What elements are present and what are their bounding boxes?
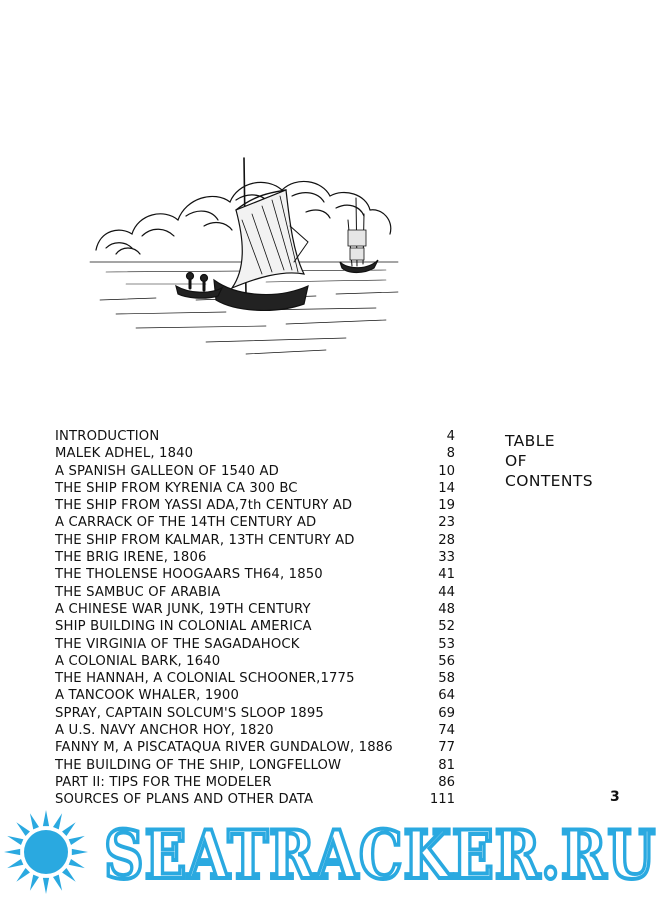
toc-entry-page: 69 (438, 705, 455, 721)
toc-entry (55, 601, 455, 618)
watermark-text: SEATRACKER.RU (104, 816, 656, 894)
toc-entry (55, 774, 455, 791)
toc-entry-title: MALEK ADHEL, 1840 (55, 446, 194, 462)
toc-entry-title: THE SHIP FROM KYRENIA CA 300 BC (55, 480, 298, 496)
toc-entry-title: INTRODUCTION (55, 429, 160, 444)
toc-entry-page: 86 (438, 774, 455, 790)
sun-ray (72, 849, 88, 855)
toc-entry-title: THE SHIP FROM YASSI ADA,7th CENTURY AD (55, 498, 353, 514)
sun-ray (7, 859, 23, 868)
toc-entry (55, 722, 455, 739)
toc-entry-title: THE SAMBUC OF ARABIA (55, 584, 221, 600)
toc-entry-title: SHIP BUILDING IN COLONIAL AMERICA (55, 619, 312, 635)
toc-entry-title: A SPANISH GALLEON OF 1540 AD (55, 463, 279, 479)
toc-entry-title: THE VIRGINIA OF THE SAGADAHOCK (55, 636, 300, 652)
sun-ray (30, 875, 39, 891)
toc-entry-title: THE BUILDING OF THE SHIP, LONGFELLOW (55, 757, 342, 773)
page-number: 3 (610, 789, 620, 805)
toc-entry-page: 111 (429, 792, 455, 808)
toc-entry (55, 584, 455, 601)
toc-entry-page: 48 (438, 601, 455, 617)
toc-entry-page: 41 (438, 567, 455, 583)
toc-entry-page: 74 (438, 723, 455, 739)
toc-entry (55, 480, 455, 497)
toc-heading (505, 431, 593, 491)
toc-entry-page: 8 (446, 446, 455, 462)
toc-entry (55, 670, 455, 687)
toc-entry (55, 445, 455, 462)
seatracker-watermark (0, 808, 668, 904)
toc-entry (55, 428, 455, 445)
toc-list (55, 428, 455, 809)
toc-entry-page: 33 (438, 550, 455, 566)
toc-entry (55, 653, 455, 670)
sun-icon (4, 810, 88, 894)
sun-ray (30, 813, 39, 829)
toc-entry (55, 549, 455, 566)
sun-ray (4, 849, 20, 855)
toc-entry (55, 757, 455, 774)
toc-entry-title: A U.S. NAVY ANCHOR HOY, 1820 (55, 723, 274, 739)
toc-entry-page: 77 (438, 740, 455, 756)
toc-entry-page: 10 (438, 463, 455, 479)
sun-ray (7, 836, 23, 845)
toc-entry (55, 532, 455, 549)
toc-entry-title: THE SHIP FROM KALMAR, 13TH CENTURY AD (55, 532, 355, 548)
toc-entry-page: 4 (446, 429, 455, 444)
toc-entry-title: THE THOLENSE HOOGAARS TH64, 1850 (55, 567, 323, 583)
toc-entry (55, 705, 455, 722)
heading-line-2: OF (505, 452, 527, 470)
toc-entry (55, 618, 455, 635)
sun-ray (16, 868, 30, 882)
sun-ray (16, 822, 30, 836)
sun-ray (43, 878, 49, 894)
toc-entry-title: A COLONIAL BARK, 1640 (55, 653, 221, 669)
sun-ray (62, 868, 76, 882)
heading-line-3: CONTENTS (505, 472, 593, 490)
toc-entry (55, 687, 455, 704)
toc-entry-title: THE BRIG IRENE, 1806 (55, 550, 207, 566)
sun-ray (43, 810, 49, 826)
toc-entry-page: 52 (438, 619, 455, 635)
toc-entry-page: 44 (438, 584, 455, 600)
toc-entry-page: 81 (438, 757, 455, 773)
toc-entry-title: THE HANNAH, A COLONIAL SCHOONER,1775 (55, 671, 355, 687)
toc-entry (55, 739, 455, 756)
toc-entry-title: SPRAY, CAPTAIN SOLCUM'S SLOOP 1895 (55, 705, 324, 721)
toc-entry (55, 514, 455, 531)
toc-entry-page: 53 (438, 636, 455, 652)
toc-entry-title: SOURCES OF PLANS AND OTHER DATA (55, 792, 314, 808)
sun-ray (53, 875, 62, 891)
toc-entry (55, 791, 455, 808)
toc-entry-page: 23 (438, 515, 455, 531)
toc-entry-page: 28 (438, 532, 455, 548)
toc-entry-title: A CHINESE WAR JUNK, 19TH CENTURY (55, 601, 311, 617)
heading-line-1: TABLE (505, 432, 555, 450)
toc-entry-title: A CARRACK OF THE 14TH CENTURY AD (55, 515, 317, 531)
toc-entry-page: 56 (438, 653, 455, 669)
sun-ray (69, 859, 85, 868)
toc-entry-page: 19 (438, 498, 455, 514)
toc-entry-page: 64 (438, 688, 455, 704)
toc-entry (55, 463, 455, 480)
toc-entry-page: 58 (438, 671, 455, 687)
sun-ray (62, 822, 76, 836)
toc-entry-title: A TANCOOK WHALER, 1900 (55, 688, 240, 704)
toc-entry (55, 497, 455, 514)
toc-entry (55, 566, 455, 583)
toc-entry-page: 14 (438, 480, 455, 496)
toc-entry (55, 636, 455, 653)
sun-ray (69, 836, 85, 845)
sailing-ship-illustration (86, 150, 404, 360)
toc-entry-title: FANNY M, A PISCATAQUA RIVER GUNDALOW, 1886 (55, 740, 393, 756)
toc-entry-title: PART II: TIPS FOR THE MODELER (55, 774, 272, 790)
sun-ray (53, 813, 62, 829)
